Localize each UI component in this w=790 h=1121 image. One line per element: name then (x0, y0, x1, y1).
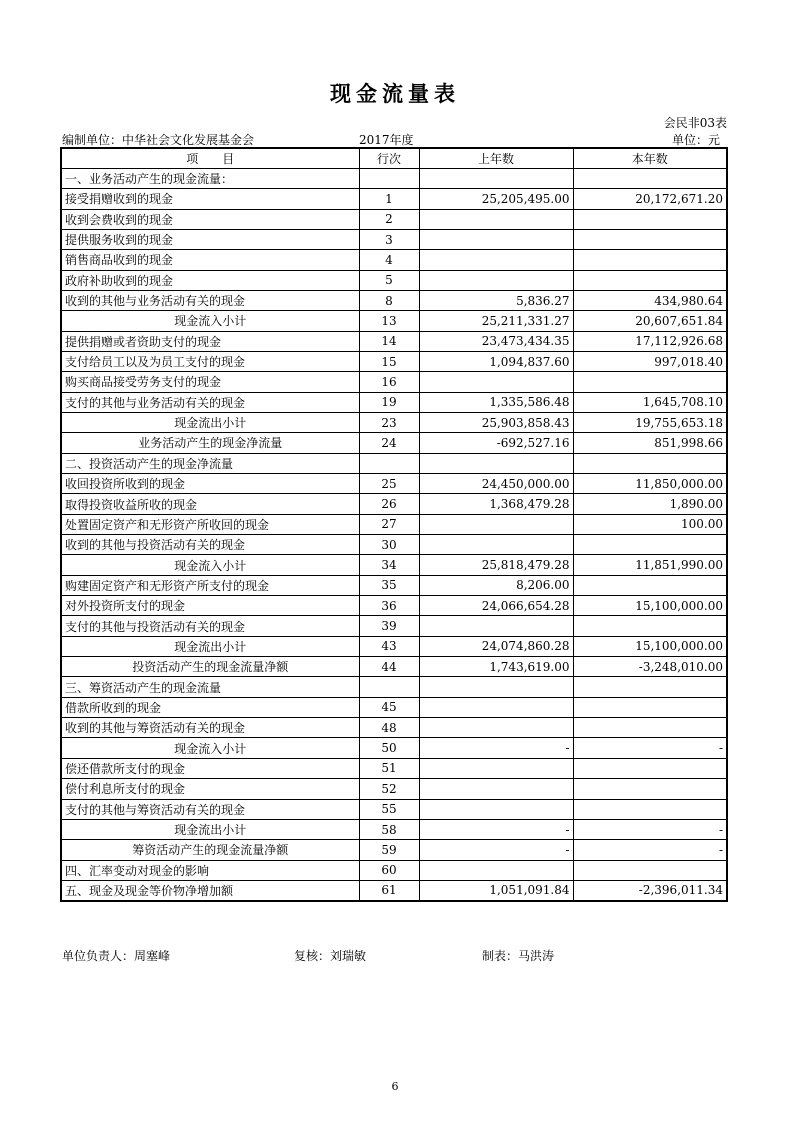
row-prior-year-amount: 1,743,619.00 (419, 657, 573, 677)
row-prior-year-amount: 25,818,479.28 (419, 555, 573, 575)
row-prior-year-amount: 25,903,858.43 (419, 412, 573, 432)
table-row (61, 270, 727, 290)
row-prior-year-amount: 25,205,495.00 (419, 189, 573, 209)
row-item-label: 现金流入小计 (61, 738, 359, 758)
row-item-label: 收到的其他与业务活动有关的现金 (61, 290, 359, 310)
report-year: 2017年度 (359, 133, 414, 147)
row-prior-year-amount: 1,094,837.60 (419, 351, 573, 371)
header-item: 项 目 (61, 148, 359, 168)
row-current-year-amount: 17,112,926.68 (573, 331, 727, 351)
row-prior-year-amount: - (419, 738, 573, 758)
row-line-number: 5 (359, 270, 419, 290)
row-item-label: 二、投资活动产生的现金净流量 (61, 453, 359, 473)
row-line-number: 36 (359, 596, 419, 616)
row-prior-year-amount: 24,450,000.00 (419, 474, 573, 494)
table-row (61, 677, 727, 697)
row-prior-year-amount: 23,473,434.35 (419, 331, 573, 351)
row-prior-year-amount (419, 860, 573, 880)
row-line-number: 35 (359, 575, 419, 595)
row-current-year-amount: 1,890.00 (573, 494, 727, 514)
row-current-year-amount (573, 718, 727, 738)
table-row (61, 494, 727, 514)
row-current-year-amount (573, 168, 727, 188)
table-row (61, 616, 727, 636)
table-row (61, 514, 727, 534)
row-current-year-amount (573, 758, 727, 778)
row-current-year-amount (573, 860, 727, 880)
row-line-number: 52 (359, 779, 419, 799)
row-current-year-amount: 434,980.64 (573, 290, 727, 310)
form-code: 会民非03表 (663, 116, 727, 130)
table-row (61, 331, 727, 351)
row-current-year-amount: 997,018.40 (573, 351, 727, 371)
row-current-year-amount (573, 453, 727, 473)
row-current-year-amount (573, 372, 727, 392)
row-line-number (359, 168, 419, 188)
row-line-number: 25 (359, 474, 419, 494)
row-line-number: 60 (359, 860, 419, 880)
row-item-label: 五、现金及现金等价物净增加额 (61, 880, 359, 900)
table-row (61, 250, 727, 270)
row-current-year-amount (573, 209, 727, 229)
row-item-label: 支付的其他与业务活动有关的现金 (61, 392, 359, 412)
row-line-number: 50 (359, 738, 419, 758)
row-line-number: 8 (359, 290, 419, 310)
row-current-year-amount: 11,851,990.00 (573, 555, 727, 575)
report-meta (60, 131, 730, 147)
row-item-label: 现金流入小计 (61, 311, 359, 331)
reviewer: 复核：刘瑞敏 (294, 949, 367, 963)
header-line-no: 行次 (359, 148, 419, 168)
row-item-label: 收回投资所收到的现金 (61, 474, 359, 494)
row-prior-year-amount: 1,051,091.84 (419, 880, 573, 900)
row-current-year-amount (573, 799, 727, 819)
row-line-number: 34 (359, 555, 419, 575)
row-item-label: 支付的其他与投资活动有关的现金 (61, 616, 359, 636)
row-prior-year-amount (419, 535, 573, 555)
row-line-number: 44 (359, 657, 419, 677)
row-item-label: 购建固定资产和无形资产所支付的现金 (61, 575, 359, 595)
row-line-number: 43 (359, 636, 419, 656)
table-row (61, 412, 727, 432)
table-row (61, 840, 727, 860)
row-prior-year-amount: 24,074,860.28 (419, 636, 573, 656)
row-current-year-amount: - (573, 738, 727, 758)
row-current-year-amount: 1,645,708.10 (573, 392, 727, 412)
row-item-label: 收到的其他与投资活动有关的现金 (61, 535, 359, 555)
row-prior-year-amount (419, 616, 573, 636)
signature-footer (62, 947, 722, 963)
row-prior-year-amount (419, 697, 573, 717)
row-line-number (359, 677, 419, 697)
row-prior-year-amount (419, 372, 573, 392)
table-row (61, 636, 727, 656)
table-row (61, 535, 727, 555)
row-current-year-amount: 19,755,653.18 (573, 412, 727, 432)
row-line-number: 4 (359, 250, 419, 270)
row-line-number: 15 (359, 351, 419, 371)
row-current-year-amount (573, 229, 727, 249)
row-line-number: 16 (359, 372, 419, 392)
table-row (61, 860, 727, 880)
table-row (61, 433, 727, 453)
table-row (61, 189, 727, 209)
row-item-label: 一、业务活动产生的现金流量： (61, 168, 359, 188)
table-row (61, 168, 727, 188)
row-item-label: 购买商品接受劳务支付的现金 (61, 372, 359, 392)
row-line-number: 48 (359, 718, 419, 738)
row-line-number: 19 (359, 392, 419, 412)
row-item-label: 筹资活动产生的现金流量净额 (61, 840, 359, 860)
row-current-year-amount (573, 779, 727, 799)
table-row (61, 555, 727, 575)
table-row (61, 779, 727, 799)
organization-label: 编制单位：中华社会文化发展基金会 (62, 133, 255, 147)
row-prior-year-amount (419, 453, 573, 473)
row-item-label: 现金流出小计 (61, 819, 359, 839)
table-row (61, 474, 727, 494)
cash-flow-table (60, 147, 728, 902)
row-prior-year-amount (419, 758, 573, 778)
row-line-number: 45 (359, 697, 419, 717)
row-current-year-amount (573, 250, 727, 270)
row-item-label: 投资活动产生的现金流量净额 (61, 657, 359, 677)
table-row (61, 596, 727, 616)
row-prior-year-amount: 5,836.27 (419, 290, 573, 310)
row-item-label: 政府补助收到的现金 (61, 270, 359, 290)
row-item-label: 支付的其他与筹资活动有关的现金 (61, 799, 359, 819)
row-line-number: 3 (359, 229, 419, 249)
row-line-number: 13 (359, 311, 419, 331)
row-current-year-amount (573, 616, 727, 636)
row-prior-year-amount: 1,335,586.48 (419, 392, 573, 412)
row-prior-year-amount (419, 270, 573, 290)
row-current-year-amount: 11,850,000.00 (573, 474, 727, 494)
row-item-label: 支付给员工以及为员工支付的现金 (61, 351, 359, 371)
row-prior-year-amount: 1,368,479.28 (419, 494, 573, 514)
table-row (61, 697, 727, 717)
row-item-label: 借款所收到的现金 (61, 697, 359, 717)
row-prior-year-amount: 8,206.00 (419, 575, 573, 595)
row-prior-year-amount (419, 718, 573, 738)
page-number: 6 (391, 1080, 399, 1093)
table-row (61, 880, 727, 900)
currency-unit: 单位：元 (671, 133, 720, 147)
table-row (61, 372, 727, 392)
row-current-year-amount (573, 535, 727, 555)
row-item-label: 销售商品收到的现金 (61, 250, 359, 270)
row-item-label: 业务活动产生的现金净流量 (61, 433, 359, 453)
row-line-number: 30 (359, 535, 419, 555)
row-current-year-amount (573, 697, 727, 717)
row-item-label: 处置固定资产和无形资产所收回的现金 (61, 514, 359, 534)
row-item-label: 提供捐赠或者资助支付的现金 (61, 331, 359, 351)
row-prior-year-amount (419, 799, 573, 819)
row-prior-year-amount (419, 209, 573, 229)
row-line-number: 1 (359, 189, 419, 209)
row-current-year-amount: 15,100,000.00 (573, 596, 727, 616)
row-prior-year-amount: 24,066,654.28 (419, 596, 573, 616)
row-current-year-amount (573, 270, 727, 290)
row-item-label: 收到会费收到的现金 (61, 209, 359, 229)
table-row (61, 290, 727, 310)
row-line-number: 51 (359, 758, 419, 778)
page-title: 现金流量表 (330, 81, 460, 106)
row-prior-year-amount: - (419, 840, 573, 860)
row-current-year-amount: 15,100,000.00 (573, 636, 727, 656)
header-current-year: 本年数 (573, 148, 727, 168)
table-row (61, 819, 727, 839)
row-current-year-amount: -3,248,010.00 (573, 657, 727, 677)
row-line-number: 61 (359, 880, 419, 900)
row-prior-year-amount (419, 677, 573, 697)
row-line-number: 24 (359, 433, 419, 453)
row-item-label: 偿付利息所支付的现金 (61, 779, 359, 799)
row-prior-year-amount: -692,527.16 (419, 433, 573, 453)
row-current-year-amount: 851,998.66 (573, 433, 727, 453)
row-item-label: 对外投资所支付的现金 (61, 596, 359, 616)
row-line-number: 58 (359, 819, 419, 839)
table-row (61, 799, 727, 819)
row-line-number (359, 453, 419, 473)
row-current-year-amount (573, 677, 727, 697)
table-row (61, 311, 727, 331)
row-item-label: 取得投资收益所收的现金 (61, 494, 359, 514)
table-row (61, 758, 727, 778)
table-row (61, 229, 727, 249)
preparer: 制表：马洪涛 (482, 949, 555, 963)
row-item-label: 偿还借款所支付的现金 (61, 758, 359, 778)
row-prior-year-amount: - (419, 819, 573, 839)
table-row (61, 351, 727, 371)
row-prior-year-amount (419, 514, 573, 534)
row-line-number: 14 (359, 331, 419, 351)
row-prior-year-amount: 25,211,331.27 (419, 311, 573, 331)
row-line-number: 2 (359, 209, 419, 229)
table-row (61, 209, 727, 229)
row-prior-year-amount (419, 168, 573, 188)
table-row (61, 392, 727, 412)
row-item-label: 现金流出小计 (61, 636, 359, 656)
row-item-label: 提供服务收到的现金 (61, 229, 359, 249)
row-prior-year-amount (419, 250, 573, 270)
header-prior-year: 上年数 (419, 148, 573, 168)
row-current-year-amount: - (573, 840, 727, 860)
table-row (61, 453, 727, 473)
row-line-number: 59 (359, 840, 419, 860)
row-prior-year-amount (419, 779, 573, 799)
row-item-label: 四、汇率变动对现金的影响 (61, 860, 359, 880)
row-current-year-amount: 20,607,651.84 (573, 311, 727, 331)
row-line-number: 26 (359, 494, 419, 514)
table-row (61, 738, 727, 758)
row-line-number: 23 (359, 412, 419, 432)
row-item-label: 收到的其他与筹资活动有关的现金 (61, 718, 359, 738)
row-line-number: 39 (359, 616, 419, 636)
row-line-number: 27 (359, 514, 419, 534)
row-current-year-amount: - (573, 819, 727, 839)
row-current-year-amount: 20,172,671.20 (573, 189, 727, 209)
row-prior-year-amount (419, 229, 573, 249)
row-current-year-amount (573, 575, 727, 595)
row-item-label: 接受捐赠收到的现金 (61, 189, 359, 209)
table-row (61, 718, 727, 738)
row-item-label: 三、筹资活动产生的现金流量 (61, 677, 359, 697)
row-current-year-amount: 100.00 (573, 514, 727, 534)
table-row (61, 657, 727, 677)
row-line-number: 55 (359, 799, 419, 819)
table-row (61, 575, 727, 595)
row-item-label: 现金流入小计 (61, 555, 359, 575)
row-item-label: 现金流出小计 (61, 412, 359, 432)
responsible-person: 单位负责人：周塞峰 (62, 949, 171, 963)
table-header-row (61, 148, 727, 168)
row-current-year-amount: -2,396,011.34 (573, 880, 727, 900)
